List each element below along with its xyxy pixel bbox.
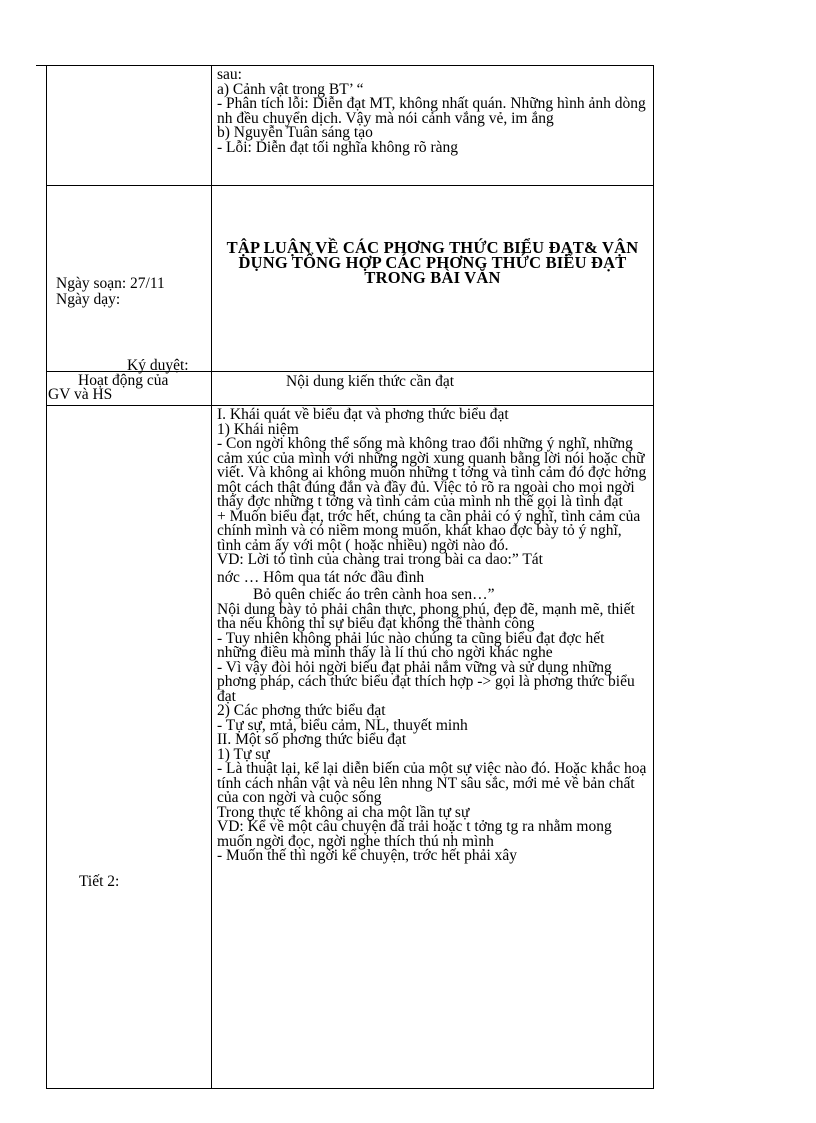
- content-line: II. Một số phơng thức biểu đạt: [217, 731, 407, 748]
- content-line: VD: Kể về một câu chuyện đã trải hoặc t tởng tg ra nhằm mong muốn ngời đọc, ngời nghe thích thú nh mình: [217, 818, 612, 850]
- content-line: - Con ngời không thể sống mà không trao đổi những ý nghĩ, những cảm xúc của mình với những ngời xung quanh bằng lời nói hoặc chữ viết. Và không ai không muốn những t tởng và tình cảm đó đợc hởng một cách thật đúng đắn và đầy đủ. Việc tỏ rõ ra ngoài cho mọi ngời thấy đợc những t tởng và tình cảm của mình nh thế gọi là tình đạt: [217, 435, 647, 510]
- continued-line: sau:: [217, 66, 242, 83]
- lesson-header-row: [47, 186, 654, 372]
- content-line: nớc … Hôm qua tát nớc đầu đình: [217, 568, 425, 586]
- continued-line: - Lỗi: Diễn đạt tối nghĩa không rõ ràng: [217, 138, 459, 156]
- approval-label: Ký duyệt:: [127, 357, 189, 374]
- continued-line: b) Nguyễn Tuân sáng tạo: [217, 124, 373, 142]
- content-line: 2) Các phơng thức biểu đạt: [217, 702, 386, 719]
- content-line: Nội dung bày tỏ phải chân thực, phong phú, đẹp đẽ, mạnh mẽ, thiết tha nếu không thì sự biểu đạt không thể thành công: [217, 600, 635, 632]
- content-cell: [212, 406, 654, 1089]
- continued-row: [47, 66, 654, 186]
- date-prepared: Ngày soạn: 27/11: [56, 275, 165, 292]
- content-line: + Muốn biểu đạt, trớc hết, chúng ta cần phải có ý nghĩ, tình cảm của chính mình và có niềm mong muốn, khát khao đợc bày tỏ ý nghĩ, tình cảm ấy với một ( hoặc nhiều) ngời nào đó.: [217, 507, 641, 554]
- lesson-title: TẬP LUẬN VỀ CÁC PHƠNG THỨC BIỂU ĐẠT& VẬN DỤNG TỔNG HỢP CÁC PHƠNG THỨC BIỂU ĐẠT TRONG BÀI VĂN: [226, 238, 639, 287]
- content-line: I. Khái quát về biểu đạt và phơng thức biểu đạt: [217, 406, 509, 423]
- period-label: Tiết 2:: [79, 873, 120, 890]
- period-cell: [47, 406, 212, 1089]
- activity-header-line2: GV và HS: [48, 386, 113, 403]
- continued-line: a) Cảnh vật trong BT’ “: [217, 80, 364, 98]
- title-cell: [212, 186, 654, 372]
- content-line: - Tự sự, mtả, biểu cảm, NL, thuyết minh: [217, 716, 468, 734]
- date-taught: Ngày dạy:: [56, 291, 121, 308]
- content-line: 1) Khái niệm: [217, 420, 299, 438]
- continued-line: - Phân tích lỗi: Diễn đạt MT, không nhất quán. Những hình ảnh dòng nh đều chuyển dịch. Vậy mà nói cảnh vắng vẻ, im ắng: [217, 95, 646, 127]
- content-row: [47, 406, 654, 1089]
- content-line: - Là thuật lại, kể lại diễn biến của một sự việc nào đó. Hoặc khắc hoạ tính cách nhân vật và nêu lên nhng NT sâu sắc, mới mẻ về bản chất của con ngời và cuộc sống: [217, 760, 647, 806]
- content-header-cell: [212, 372, 654, 406]
- lesson-table: [46, 65, 654, 1089]
- margin-tick: [36, 65, 46, 66]
- content-line: 1) Tự sự: [217, 745, 270, 763]
- content-line: - Vì vậy đòi hỏi ngời biểu đạt phải nắm vững và sử dụng những phơng pháp, cách thức biểu đạt thích hợp -> gọi là phơng thức biểu đạt: [217, 658, 635, 705]
- dates-cell: [47, 186, 212, 372]
- content-line: VD: Lời tỏ tình của chàng trai trong bài ca dao:” Tát: [217, 551, 543, 568]
- content-line: Bỏ quên chiếc áo trên cành hoa sen…”: [253, 586, 495, 603]
- column-header-row: [47, 372, 654, 406]
- content-line: - Tuy nhiên không phải lúc nào chúng ta cũng biểu đạt đợc hết những điều mà mình thấy là lí thú cho ngời khác nghe: [217, 629, 605, 661]
- content-line: Trong thực tế không ai cha một lần tự sự: [217, 803, 470, 821]
- continued-left-cell: [47, 66, 212, 186]
- continued-right-cell: [212, 66, 654, 186]
- activity-header-cell: [47, 372, 212, 406]
- activity-header-line1: Hoạt động của: [78, 372, 169, 389]
- content-line: - Muốn thế thì ngời kể chuyện, trớc hết phải xây: [217, 847, 518, 864]
- content-header: Nội dung kiến thức cần đạt: [286, 373, 455, 390]
